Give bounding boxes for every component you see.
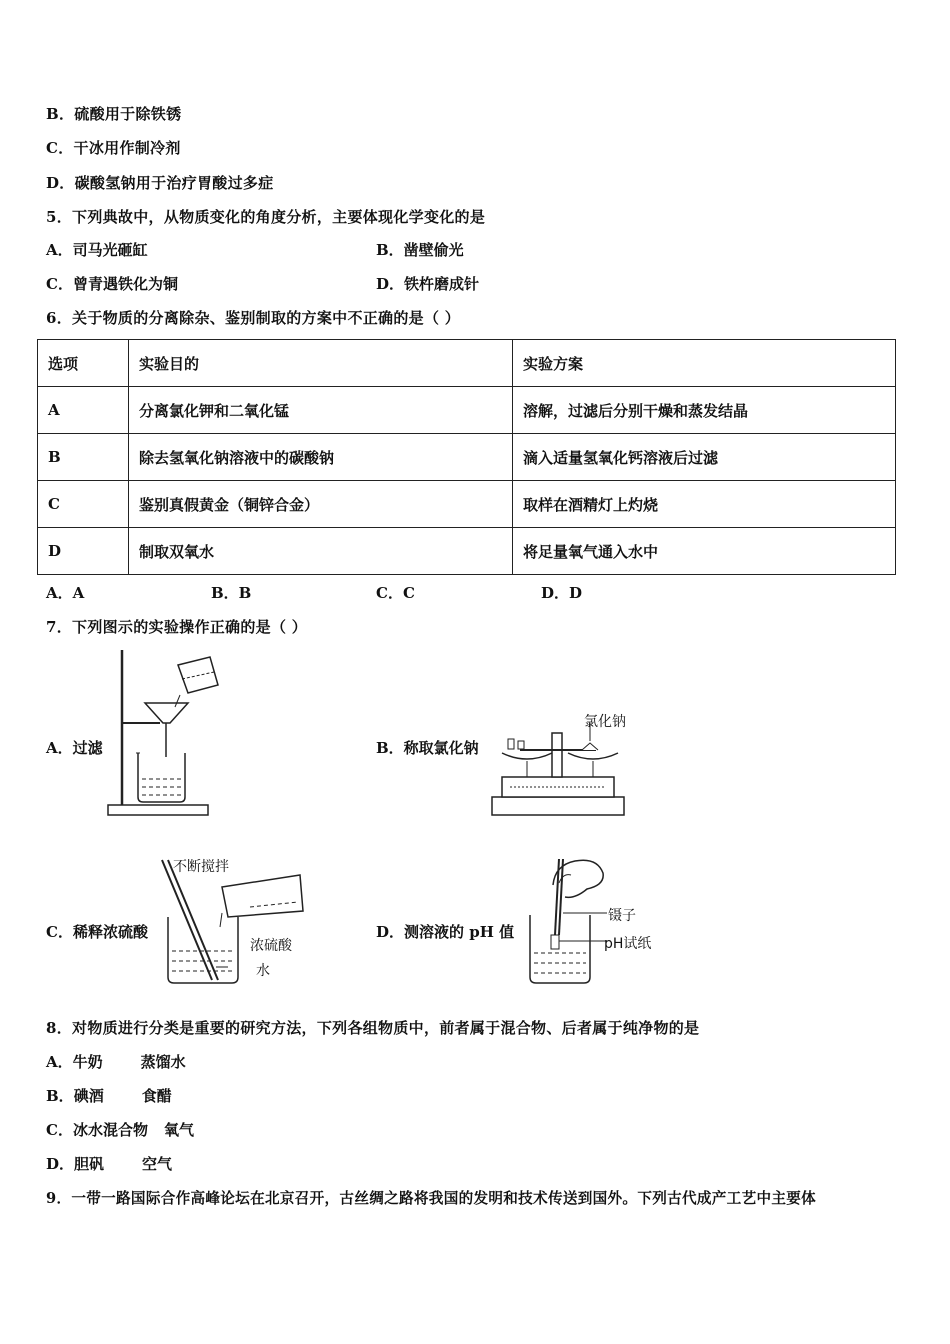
table-header-cell: 实验目的 <box>129 340 513 387</box>
table-header-cell: 选项 <box>38 340 129 387</box>
table-cell: C <box>38 481 129 528</box>
option-letter: A． <box>46 1053 73 1071</box>
q6-option-d[interactable]: D．D <box>541 584 583 602</box>
table-row <box>38 434 896 481</box>
q6-option-a[interactable]: A．A <box>46 584 85 602</box>
q5-stem: 5．下列典故中，从物质变化的角度分析，主要体现化学变化的是 <box>46 208 486 226</box>
table-cell: D <box>38 528 129 575</box>
acid-label: 浓硫酸 <box>250 938 292 954</box>
option-second: 空气 <box>142 1155 173 1173</box>
q7-option-a[interactable]: A．过滤 <box>46 739 103 757</box>
q8-option-b[interactable] <box>46 1085 172 1106</box>
q9-stem: 9．一带一路国际合作高峰论坛在北京召开，古丝绸之路将我国的发明和技术传送到国外。下列古代成产工艺中主要体 <box>46 1190 817 1207</box>
q7-option-b[interactable]: B．称取氯化钠 <box>376 739 479 757</box>
table-cell: 鉴别真假黄金（铜锌合金） <box>129 481 513 528</box>
q6-option-b[interactable]: B．B <box>211 584 252 602</box>
table-cell: 滴入适量氢氧化钙溶液后过滤 <box>513 434 896 481</box>
q8-stem: 8．对物质进行分类是重要的研究方法，下列各组物质中，前者属于混合物、后者属于纯净物的是 <box>46 1019 700 1037</box>
option-first: 碘酒 <box>73 1087 104 1105</box>
q6-table <box>37 339 896 575</box>
option-letter: C． <box>46 1121 73 1139</box>
table-header-row <box>38 340 896 387</box>
table-row <box>38 528 896 575</box>
ph-paper-label: pH试纸 <box>604 936 652 952</box>
q7-option-c[interactable]: C．稀释浓硫酸 <box>46 923 148 941</box>
q7-stem: 7．下列图示的实验操作正确的是（ ） <box>46 618 308 636</box>
table-cell: 制取双氧水 <box>129 528 513 575</box>
q7-option-d[interactable]: D．测溶液的 pH 值 <box>376 923 515 941</box>
option-letter: D． <box>46 1155 75 1173</box>
filtration-figure <box>100 645 230 820</box>
option-first: 牛奶 <box>72 1053 103 1071</box>
option-c-prev: C．干冰用作制冷剂 <box>46 139 181 157</box>
table-cell: 取样在酒精灯上灼烧 <box>513 481 896 528</box>
table-row <box>38 387 896 434</box>
salt-label: 氯化钠 <box>584 714 626 730</box>
option-letter: B． <box>46 1087 74 1105</box>
table-cell: 溶解，过滤后分别干燥和蒸发结晶 <box>513 387 896 434</box>
q5-option-c[interactable]: C．曾青遇铁化为铜 <box>46 275 178 293</box>
table-cell: B <box>38 434 129 481</box>
table-cell: 除去氢氧化钠溶液中的碳酸钠 <box>129 434 513 481</box>
option-first: 胆矾 <box>74 1155 105 1173</box>
option-second: 食醋 <box>141 1087 172 1105</box>
option-second: 蒸馏水 <box>140 1053 186 1071</box>
table-cell: 将足量氧气通入水中 <box>513 528 896 575</box>
ph-test-figure <box>525 855 610 990</box>
q5-option-d[interactable]: D．铁杵磨成针 <box>376 275 480 293</box>
q6-stem: 6．关于物质的分离除杂、鉴别制取的方案中不正确的是（ ） <box>46 309 461 327</box>
table-row <box>38 481 896 528</box>
option-d-prev: D．碳酸氢钠用于治疗胃酸过多症 <box>46 174 274 192</box>
q8-option-c[interactable] <box>46 1119 194 1140</box>
option-first: 冰水混合物 <box>72 1121 148 1139</box>
q6-option-c[interactable]: C．C <box>376 584 415 602</box>
q8-option-a[interactable] <box>46 1051 186 1072</box>
option-b-prev: B．硫酸用于除铁锈 <box>46 105 182 123</box>
stir-label: 不断搅拌 <box>173 859 229 875</box>
water-label: 水 <box>256 963 270 979</box>
table-header-cell: 实验方案 <box>513 340 896 387</box>
table-cell: A <box>38 387 129 434</box>
option-second: 氧气 <box>163 1121 194 1139</box>
q8-option-d[interactable] <box>46 1153 172 1174</box>
q5-option-a[interactable]: A．司马光砸缸 <box>46 241 148 259</box>
table-cell: 分离氯化钾和二氧化锰 <box>129 387 513 434</box>
q5-option-b[interactable]: B．凿壁偷光 <box>376 241 464 259</box>
tweezers-label: 镊子 <box>608 908 636 924</box>
